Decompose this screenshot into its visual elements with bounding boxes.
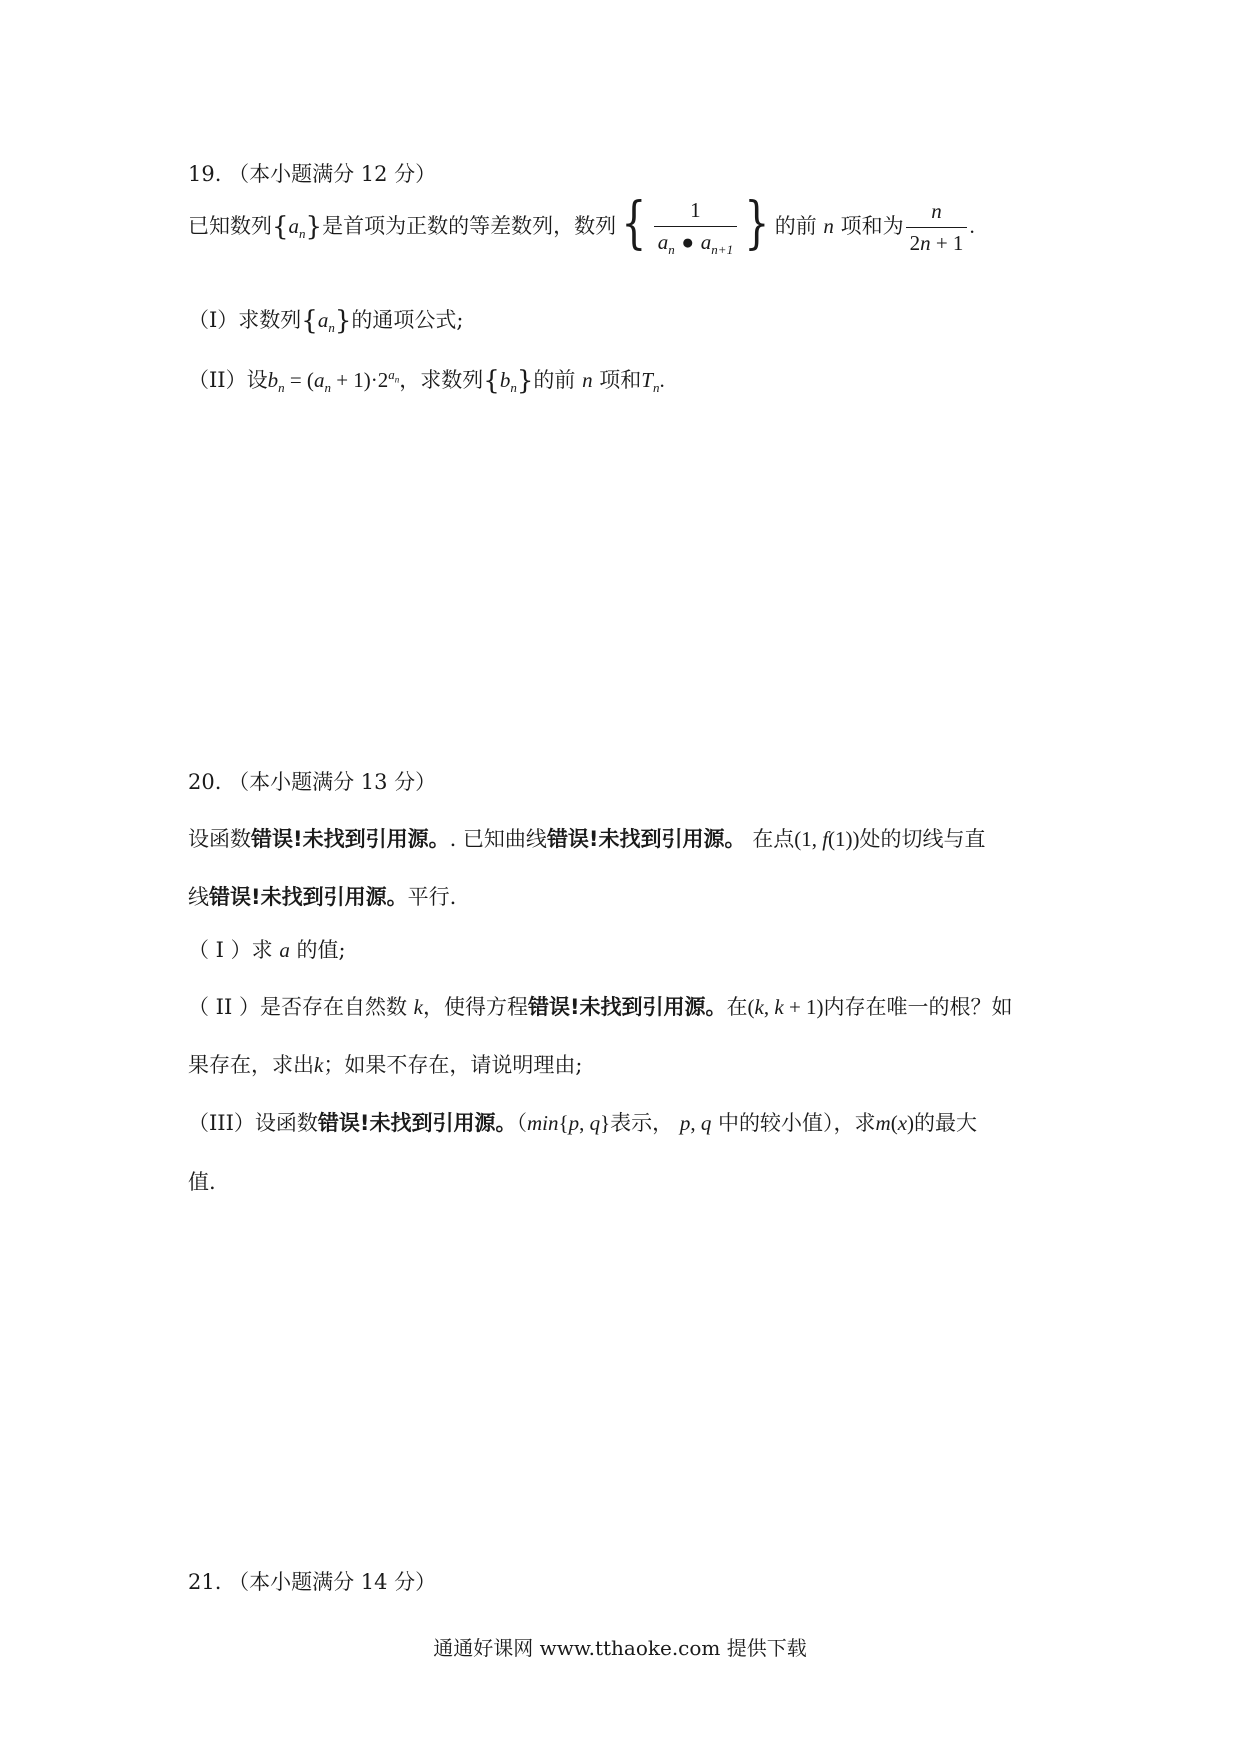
q19-part1: （I）求数列$\{a_n\}$的通项公式;	[188, 306, 464, 336]
q20-part2: （ II ）是否存在自然数 k，使得方程错误!未找到引用源。在(k, k + 1)内存在唯一的根？如	[188, 995, 1013, 1019]
q19-header: 19. （本小题满分 12 分）	[188, 162, 437, 186]
q20-part1: （ I ）求 a 的值;	[188, 938, 346, 962]
q20-part2-cont: 果存在，求出k；如果不存在，请说明理由;	[188, 1053, 583, 1077]
q19-part2: （II）设$b_n = (a_n + 1)\cdot 2^{a_n}$，求数列$\{b_n\}$的前 n 项和$T_n$.	[188, 366, 665, 396]
fraction-1-over-an-an1: $\frac{1}{a_n ● a_{n+1}}$	[654, 198, 737, 258]
q20-part3-cont: 值.	[188, 1170, 216, 1194]
q20-line2: 线错误!未找到引用源。平行.	[188, 885, 457, 909]
q20-header: 20. （本小题满分 13 分）	[188, 770, 437, 794]
q20-line1: 设函数错误!未找到引用源。. 已知曲线错误!未找到引用源。 在点(1, f(1))处的切线与直	[188, 827, 986, 851]
footer-text: 通通好课网 www.tthaoke.com 提供下载	[433, 1636, 807, 1660]
q21-header: 21. （本小题满分 14 分）	[188, 1570, 437, 1594]
q19-stem: 已知数列$\{a_n\}$是首项为正数的等差数列，数列{ $\frac{1}{a_n ● a_{n+1}}$ } 的前 n 项和为 $\frac{n}{2n + 1}$ .	[188, 191, 975, 257]
q20-part3: （III）设函数错误!未找到引用源。（min{p, q}表示， p, q 中的较小值），求m(x)的最大	[188, 1111, 978, 1135]
fraction-n-over-2n1: $\frac{n}{2n + 1}$	[906, 199, 968, 256]
